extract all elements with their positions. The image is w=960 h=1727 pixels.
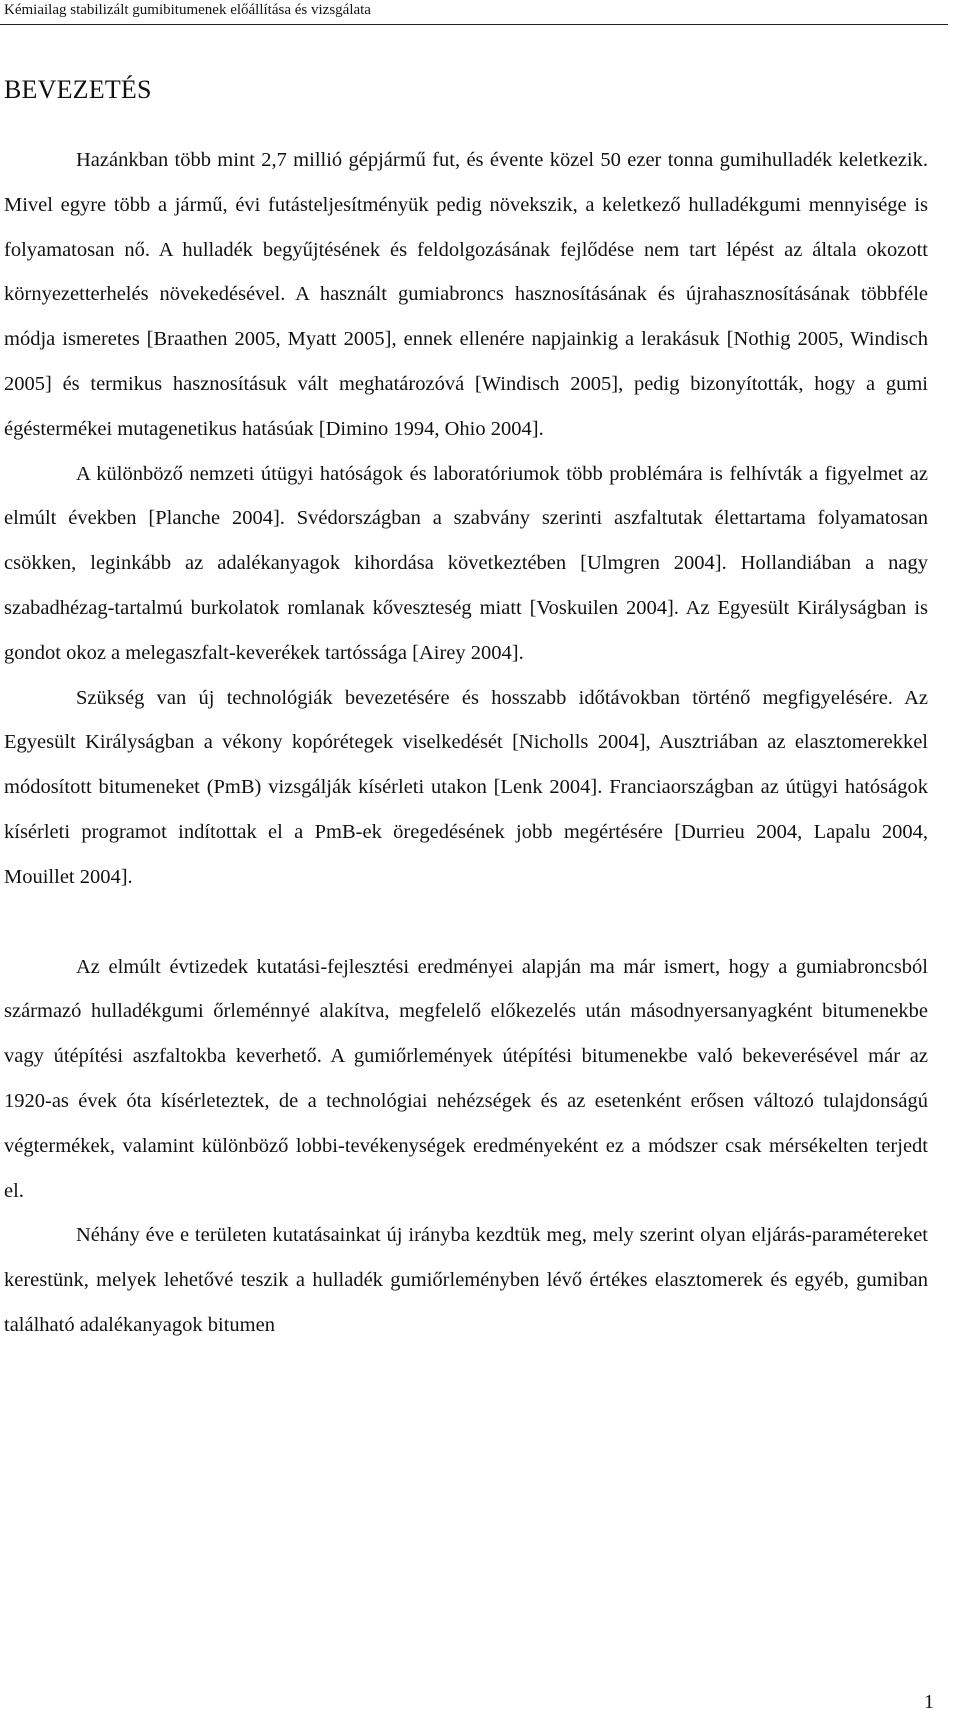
paragraph: Hazánkban több mint 2,7 millió gépjármű fut, és évente közel 50 ezer tonna gumihulladék keletkezik. Mivel egyre több a jármű, évi futásteljesítményük pedig növekszik, a keletkező hulladékgumi mennyisége is folyamatosan nő. A hulladék begyűjtésének és feldolgozásának fejlődése nem tart lépést az általa okozott környezetterhelés növekedésével. A használt gumiabroncs hasznosításának és újrahasznosításának többféle módja ismeretes [Braathen 2005, Myatt 2005], ennek ellenére napjainkig a lerakásuk [Nothig 2005, Windisch 2005] és termikus hasznosításuk vált meghatározóvá [Windisch 2005], pedig bizonyították, hogy a gumi égéstermékei mutagenetikus hatásúak [Dimino 1994, Ohio 2004]. [4, 149, 928, 440]
running-header: Kémiailag stabilizált gumibitumenek előállítása és vizsgálata [4, 2, 371, 18]
paragraph: A különböző nemzeti útügyi hatóságok és laboratóriumok több problémára is felhívták a figyelmet az elmúlt években [Planche 2004]. Svédországban a szabvány szerinti aszfaltutak élettartama folyamatosan csökken, leginkább az adalékanyagok kihordása következtében [Ulmgren 2004]. Hollandiában a nagy szabadhézag-tartalmú burkolatok romlanak kőveszteség miatt [Voskuilen 2004]. Az Egyesült Királyságban is gondot okoz a melegaszfalt-keverékek tartóssága [Airey 2004]. [4, 462, 928, 664]
paragraph: Az elmúlt évtizedek kutatási-fejlesztési eredményei alapján ma már ismert, hogy a gumiabroncsból származó hulladékgumi őrleménnyé alakítva, megfelelő előkezelés után másodnyersanyagként bitumenekbe vagy útépítési aszfaltokba keverhető. A gumiőrlemények útépítési bitumenekbe való bekeverésével már az 1920-as évek óta kísérleteztek, de a technológiai nehézségek és az esetenként erősen változó tulajdonságú végtermékek, valamint különböző lobbi-tevékenységek eredményeként ez a módszer csak mérsékelten terjedt el. [4, 955, 928, 1202]
paragraph: Szükség van új technológiák bevezetésére és hosszabb időtávokban történő megfigyelésére. Az Egyesült Királyságban a vékony kopórétegek viselkedését [Nicholls 2004], Ausztriában az elasztomerekkel módosított bitumeneket (PmB) vizsgálják kísérleti utakon [Lenk 2004]. Franciaországban az útügyi hatóságok kísérleti programot indítottak el a PmB-ek öregedésének jobb megértésére [Durrieu 2004, Lapalu 2004, Mouillet 2004]. [4, 686, 928, 888]
header-divider [0, 24, 948, 25]
page-number: 1 [924, 1691, 934, 1713]
paragraph: Néhány éve e területen kutatásainkat új irányba kezdtük meg, mely szerint olyan eljárás-paramétereket kerestünk, melyek lehetővé teszik a hulladék gumiőrleményben lévő értékes elasztomerek és egyéb, gumiban található adalékanyagok bitumen [4, 1224, 928, 1336]
section-title: BEVEZETÉS [4, 75, 152, 104]
body-text [4, 138, 928, 1348]
